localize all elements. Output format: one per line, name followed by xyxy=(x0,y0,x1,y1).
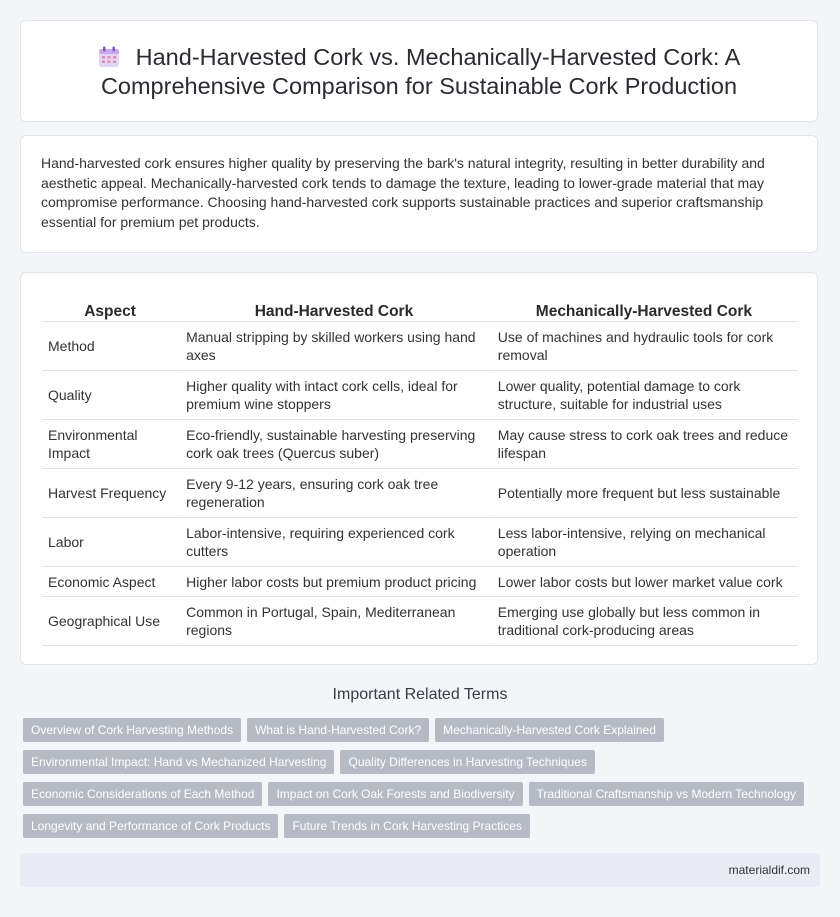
row-aspect: Harvest Frequency xyxy=(42,469,178,518)
table-header-row xyxy=(42,297,798,322)
row-mech-value: Use of machines and hydraulic tools for cork removal xyxy=(490,322,798,371)
row-aspect: Labor xyxy=(42,518,178,567)
intro-paragraph: Hand-harvested cork ensures higher quality by preserving the bark's natural integrity, resulting in better durability and aesthetic appeal. Mechanically-harvested cork tends to damage the texture, leading to lower-grade material that may compromise performance. Choosing hand-harvested cork supports sustainable practices and superior craftsmanship essential for premium pet products. xyxy=(41,155,765,230)
row-hand-value: Manual stripping by skilled workers using hand axes xyxy=(178,322,490,371)
tag-row xyxy=(23,782,823,814)
row-hand-value: Higher quality with intact cork cells, ideal for premium wine stoppers xyxy=(178,371,490,420)
tag-row xyxy=(23,718,823,750)
row-hand-value: Higher labor costs but premium product pricing xyxy=(178,567,490,597)
row-hand-value: Common in Portugal, Spain, Mediterranean regions xyxy=(178,597,490,646)
related-term-link[interactable]: Impact on Cork Oak Forests and Biodiversity xyxy=(268,782,522,806)
related-term-link[interactable]: What is Hand-Harvested Cork? xyxy=(247,718,429,742)
row-aspect: Method xyxy=(42,322,178,371)
table-row xyxy=(42,567,798,597)
row-hand-value: Every 9-12 years, ensuring cork oak tree regeneration xyxy=(178,469,490,518)
comparison-table-card xyxy=(20,272,818,665)
table-row xyxy=(42,322,798,371)
row-mech-value: Emerging use globally but less common in traditional cork-producing areas xyxy=(490,597,798,646)
related-term-link[interactable]: Mechanically-Harvested Cork Explained xyxy=(435,718,664,742)
row-aspect: Quality xyxy=(42,371,178,420)
row-aspect: Geographical Use xyxy=(42,597,178,646)
row-mech-value: Potentially more frequent but less sustainable xyxy=(490,469,798,518)
row-aspect: Environmental Impact xyxy=(42,420,178,469)
row-aspect: Economic Aspect xyxy=(42,567,178,597)
footer-site-link[interactable]: materialdif.com xyxy=(728,863,810,877)
calendar-icon xyxy=(98,46,120,68)
table-row xyxy=(42,518,798,567)
page-title xyxy=(61,43,777,101)
footer-bar xyxy=(20,853,820,887)
row-hand-value: Labor-intensive, requiring experienced cork cutters xyxy=(178,518,490,567)
row-mech-value: Less labor-intensive, relying on mechanical operation xyxy=(490,518,798,567)
related-terms-heading: Important Related Terms xyxy=(332,686,508,703)
related-term-link[interactable]: Longevity and Performance of Cork Products xyxy=(23,814,278,838)
table-row xyxy=(42,597,798,646)
related-term-link[interactable]: Economic Considerations of Each Method xyxy=(23,782,262,806)
header-hand-harvested: Hand-Harvested Cork xyxy=(178,297,490,322)
related-term-link[interactable]: Overview of Cork Harvesting Methods xyxy=(23,718,241,742)
row-mech-value: Lower labor costs but lower market value cork xyxy=(490,567,798,597)
related-term-link[interactable]: Environmental Impact: Hand vs Mechanized Harvesting xyxy=(23,750,334,774)
row-mech-value: May cause stress to cork oak trees and reduce lifespan xyxy=(490,420,798,469)
tag-row xyxy=(23,814,823,846)
row-hand-value: Eco-friendly, sustainable harvesting preserving cork oak trees (Quercus suber) xyxy=(178,420,490,469)
tag-row xyxy=(23,750,823,782)
header-mechanically-harvested: Mechanically-Harvested Cork xyxy=(490,297,798,322)
related-terms-list xyxy=(23,718,823,846)
related-term-link[interactable]: Traditional Craftsmanship vs Modern Technology xyxy=(529,782,804,806)
row-mech-value: Lower quality, potential damage to cork structure, suitable for industrial uses xyxy=(490,371,798,420)
intro-card xyxy=(20,135,818,253)
page-title-text: Hand-Harvested Cork vs. Mechanically-Harvested Cork: A Comprehensive Comparison for Sustainable Cork Production xyxy=(100,44,741,99)
header-aspect: Aspect xyxy=(42,297,178,322)
title-card xyxy=(20,20,818,122)
comparison-table xyxy=(42,297,798,646)
related-term-link[interactable]: Future Trends in Cork Harvesting Practices xyxy=(284,814,529,838)
table-row xyxy=(42,469,798,518)
related-term-link[interactable]: Quality Differences in Harvesting Techniques xyxy=(340,750,594,774)
table-row xyxy=(42,371,798,420)
table-row xyxy=(42,420,798,469)
